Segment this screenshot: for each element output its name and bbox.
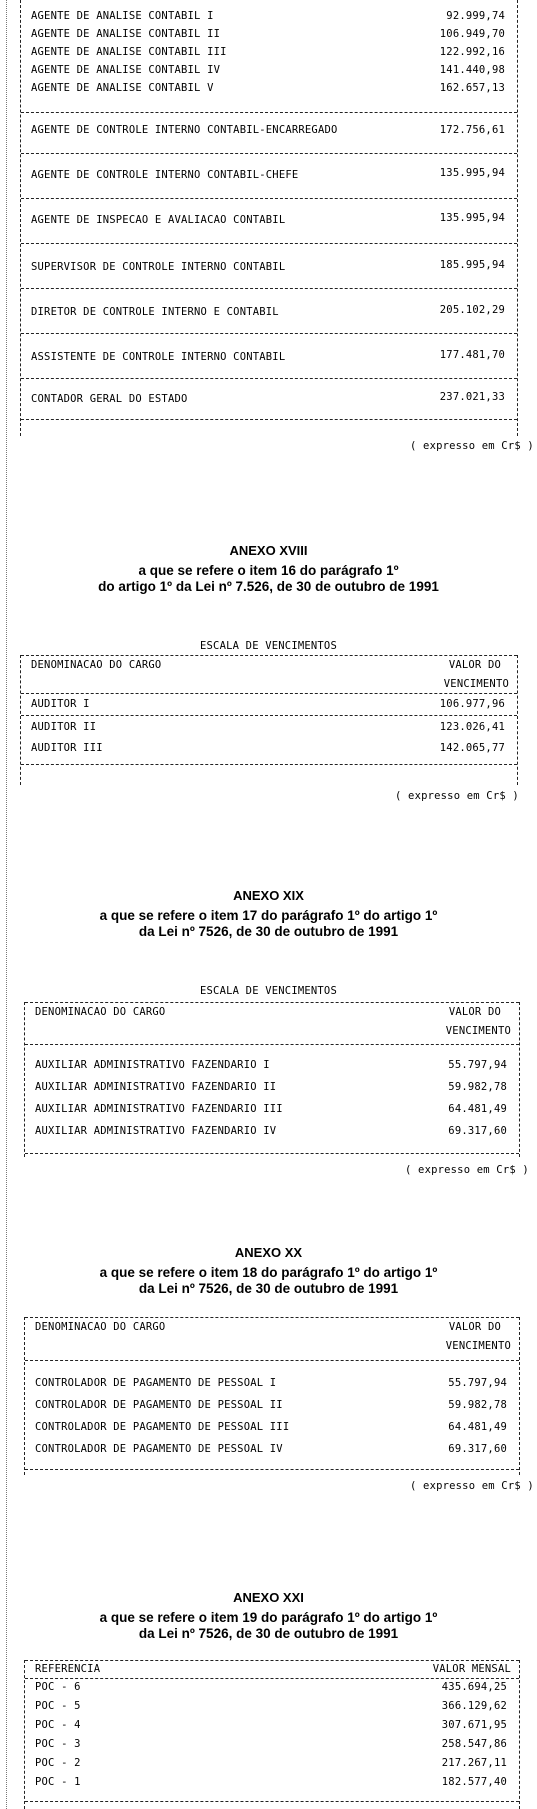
table-row: POC - 1 182.577,40 [35,1776,507,1788]
table-row: POC - 4 307.671,95 [35,1719,507,1731]
scale-title: ESCALA DE VENCIMENTOS [200,985,337,997]
table-row: ASSISTENTE DE CONTROLE INTERNO CONTABIL 177.481,70 [31,349,505,363]
table-row: AGENTE DE CONTROLE INTERNO CONTABIL-ENCARREGADO 172.756,61 [31,124,505,136]
table-auditor [20,655,518,785]
annex-subtitle: da Lei nº 7526, de 30 de outubro de 1991 [138,924,399,939]
table-row: AGENTE DE ANALISE CONTABIL I 92.999,74 [31,10,505,22]
table-row: AUXILIAR ADMINISTRATIVO FAZENDARIO II 59.982,78 [35,1081,507,1093]
table-header: DENOMINACAO DO CARGO VALOR DO [35,1321,501,1333]
table-row: AGENTE DE ANALISE CONTABIL IV 141.440,98 [31,64,505,76]
divider [21,419,517,420]
annex-subtitle: da Lei nº 7526, de 30 de outubro de 1991 [138,1626,399,1641]
table-row: CONTROLADOR DE PAGAMENTO DE PESSOAL II 59.982,78 [35,1399,507,1411]
table-contabil [20,0,518,436]
table-row: AGENTE DE CONTROLE INTERNO CONTABIL-CHEFE 135.995,94 [31,167,505,181]
annex-xx-heading [0,1245,537,1297]
table-row: POC - 2 217.267,11 [35,1757,507,1769]
table-row: SUPERVISOR DE CONTROLE INTERNO CONTABIL 185.995,94 [31,259,505,273]
table-row: POC - 5 366.129,62 [35,1700,507,1712]
table-header: VENCIMENTO [445,1025,511,1037]
annex-title: ANEXO XVIII [229,543,308,558]
annex-subtitle: a que se refere o item 19 do parágrafo 1º do artigo 1º [99,1610,438,1625]
annex-subtitle: da Lei nº 7526, de 30 de outubro de 1991 [138,1281,399,1296]
table-header: DENOMINACAO DO CARGO VALOR DO [31,659,501,671]
table-header: VENCIMENTO [445,1340,511,1352]
currency-note: ( expresso em Cr$ ) [405,1164,529,1176]
table-row: AUXILIAR ADMINISTRATIVO FAZENDARIO IV 69.317,60 [35,1125,507,1137]
table-controlador [24,1317,520,1475]
annex-xix-heading [0,888,537,940]
divider [25,1469,519,1470]
table-row: POC - 3 258.547,86 [35,1738,507,1750]
annex-subtitle: a que se refere o item 17 do parágrafo 1º do artigo 1º [99,908,438,923]
divider [21,764,517,765]
table-row: CONTROLADOR DE PAGAMENTO DE PESSOAL I 55.797,94 [35,1377,507,1389]
annex-subtitle: a que se refere o item 16 do parágrafo 1º [138,563,399,578]
currency-note: ( expresso em Cr$ ) [410,1480,534,1492]
table-poc [24,1660,520,1809]
table-row: POC - 6 435.694,25 [35,1681,507,1693]
table-header: VENCIMENTO [443,678,509,690]
table-header: REFERENCIA VALOR MENSAL [35,1663,511,1675]
annex-title: ANEXO XX [234,1245,303,1260]
table-row: CONTROLADOR DE PAGAMENTO DE PESSOAL IV 69.317,60 [35,1443,507,1455]
currency-note: ( expresso em Cr$ ) [410,440,534,452]
table-row: AGENTE DE ANALISE CONTABIL III 122.992,16 [31,46,505,58]
divider [25,1801,519,1802]
table-row: AUDITOR II 123.026,41 [31,721,505,733]
table-row: AGENTE DE INSPECAO E AVALIACAO CONTABIL 135.995,94 [31,212,505,226]
annex-title: ANEXO XXI [233,1590,304,1605]
annex-xxi-heading [0,1590,537,1642]
table-row: AUXILIAR ADMINISTRATIVO FAZENDARIO I 55.797,94 [35,1059,507,1071]
table-auxiliar [24,1002,520,1157]
divider [25,1153,519,1154]
table-header: DENOMINACAO DO CARGO VALOR DO [35,1006,501,1018]
table-row: AUDITOR I 106.977,96 [31,698,505,710]
annex-title: ANEXO XIX [233,888,304,903]
annex-subtitle: a que se refere o item 18 do parágrafo 1º do artigo 1º [99,1265,438,1280]
currency-note: ( expresso em Cr$ ) [395,790,519,802]
table-row: CONTROLADOR DE PAGAMENTO DE PESSOAL III 64.481,49 [35,1421,507,1433]
table-row: AUXILIAR ADMINISTRATIVO FAZENDARIO III 64.481,49 [35,1103,507,1115]
table-row: DIRETOR DE CONTROLE INTERNO E CONTABIL 205.102,29 [31,304,505,318]
annex-xviii-heading [0,543,537,595]
table-row: AGENTE DE ANALISE CONTABIL II 106.949,70 [31,28,505,40]
table-row: AGENTE DE ANALISE CONTABIL V 162.657,13 [31,82,505,94]
annex-subtitle: do artigo 1º da Lei nº 7.526, de 30 de outubro de 1991 [98,579,439,594]
scale-title: ESCALA DE VENCIMENTOS [200,640,337,652]
table-row: AUDITOR III 142.065,77 [31,742,505,754]
table-row: CONTADOR GERAL DO ESTADO 237.021,33 [31,391,505,405]
